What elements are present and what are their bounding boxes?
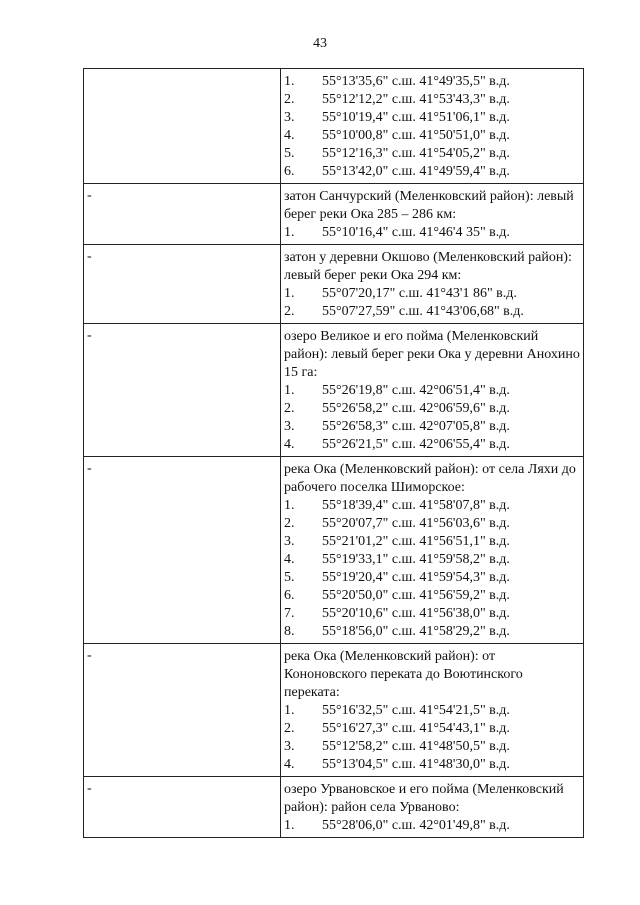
coordinate-item (284, 285, 580, 303)
coordinate-value: 55°20'50,0" с.ш. 41°56'59,2" в.д. (322, 588, 510, 603)
coordinate-value: 55°13'35,6" с.ш. 41°49'35,5" в.д. (322, 74, 510, 89)
row-marker: - (84, 777, 281, 838)
coordinate-value: 55°26'58,2" с.ш. 42°06'59,6" в.д. (322, 401, 510, 416)
row-content (281, 324, 584, 457)
coordinate-value: 55°07'27,59" с.ш. 41°43'06,68" в.д. (322, 304, 524, 319)
coordinate-item (284, 817, 580, 835)
row-marker: - (84, 644, 281, 777)
row-content (281, 777, 584, 838)
coordinate-value: 55°16'32,5" с.ш. 41°54'21,5" в.д. (322, 703, 510, 718)
table-row (84, 324, 584, 457)
row-marker (84, 69, 281, 184)
coordinate-number: 5. (284, 570, 295, 585)
area-description: река Ока (Меленковский район): от села Ляхи до рабочего поселка Шиморское: (284, 462, 576, 495)
coordinate-item (284, 224, 580, 242)
coordinate-item (284, 587, 580, 605)
coordinate-number: 2. (284, 92, 295, 107)
coordinate-value: 55°20'10,6" с.ш. 41°56'38,0" в.д. (322, 606, 510, 621)
coordinate-item (284, 720, 580, 738)
coordinate-value: 55°16'27,3" с.ш. 41°54'43,1" в.д. (322, 721, 510, 736)
coordinate-number: 2. (284, 304, 295, 319)
coordinate-value: 55°10'16,4" с.ш. 41°46'4 35" в.д. (322, 225, 510, 240)
coordinate-number: 1. (284, 703, 295, 718)
row-content (281, 457, 584, 644)
coordinate-value: 55°07'20,17" с.ш. 41°43'1 86" в.д. (322, 286, 517, 301)
coordinate-item (284, 533, 580, 551)
coordinate-item (284, 145, 580, 163)
coordinate-value: 55°19'20,4" с.ш. 41°59'54,3" в.д. (322, 570, 510, 585)
coordinate-item (284, 551, 580, 569)
coordinate-number: 1. (284, 286, 295, 301)
row-marker: - (84, 324, 281, 457)
row-marker: - (84, 245, 281, 324)
coordinate-number: 4. (284, 437, 295, 452)
coordinate-item (284, 623, 580, 641)
coordinate-item (284, 91, 580, 109)
table-row (84, 777, 584, 838)
coordinate-value: 55°12'58,2" с.ш. 41°48'50,5" в.д. (322, 739, 510, 754)
coordinate-value: 55°28'06,0" с.ш. 42°01'49,8" в.д. (322, 818, 510, 833)
area-description: озеро Великое и его пойма (Меленковский район): левый берег реки Ока у деревни Анохино 15 га: (284, 329, 580, 380)
coordinates-table (83, 68, 584, 838)
coordinate-number: 4. (284, 757, 295, 772)
coordinate-number: 1. (284, 498, 295, 513)
coordinate-item (284, 605, 580, 623)
page-number: 43 (313, 36, 327, 51)
coordinate-value: 55°19'33,1" с.ш. 41°59'58,2" в.д. (322, 552, 510, 567)
coordinate-number: 3. (284, 739, 295, 754)
coordinate-number: 1. (284, 225, 295, 240)
coordinate-number: 1. (284, 383, 295, 398)
coordinate-number: 3. (284, 419, 295, 434)
coordinate-item (284, 756, 580, 774)
coordinate-value: 55°20'07,7" с.ш. 41°56'03,6" в.д. (322, 516, 510, 531)
coordinate-item (284, 436, 580, 454)
coordinate-item (284, 515, 580, 533)
coordinate-number: 3. (284, 110, 295, 125)
coordinate-value: 55°12'16,3" с.ш. 41°54'05,2" в.д. (322, 146, 510, 161)
coordinate-item (284, 738, 580, 756)
row-content (281, 184, 584, 245)
coordinate-item (284, 702, 580, 720)
area-description: затон у деревни Окшово (Меленковский район): левый берег реки Ока 294 км: (284, 250, 572, 283)
coordinate-number: 3. (284, 534, 295, 549)
coordinate-item (284, 73, 580, 91)
coordinate-number: 2. (284, 721, 295, 736)
coordinate-value: 55°10'00,8" с.ш. 41°50'51,0" в.д. (322, 128, 510, 143)
coordinate-item (284, 163, 580, 181)
coordinate-number: 6. (284, 164, 295, 179)
row-content (281, 69, 584, 184)
coordinate-number: 2. (284, 401, 295, 416)
coordinate-number: 5. (284, 146, 295, 161)
coordinate-value: 55°26'19,8" с.ш. 42°06'51,4" в.д. (322, 383, 510, 398)
coordinate-item (284, 497, 580, 515)
coordinate-item (284, 382, 580, 400)
table-body (84, 69, 584, 838)
row-content (281, 245, 584, 324)
area-description: затон Санчурский (Меленковский район): левый берег реки Ока 285 – 286 км: (284, 189, 574, 222)
row-marker: - (84, 457, 281, 644)
coordinate-item (284, 303, 580, 321)
coordinate-item (284, 127, 580, 145)
row-marker: - (84, 184, 281, 245)
coordinate-value: 55°13'42,0" с.ш. 41°49'59,4" в.д. (322, 164, 510, 179)
table-row (84, 644, 584, 777)
coordinate-value: 55°26'58,3" с.ш. 42°07'05,8" в.д. (322, 419, 510, 434)
table-row (84, 457, 584, 644)
coordinate-item (284, 418, 580, 436)
coordinate-number: 1. (284, 818, 295, 833)
coordinate-value: 55°10'19,4" с.ш. 41°51'06,1" в.д. (322, 110, 510, 125)
coordinate-value: 55°18'56,0" с.ш. 41°58'29,2" в.д. (322, 624, 510, 639)
coordinate-value: 55°12'12,2" с.ш. 41°53'43,3" в.д. (322, 92, 510, 107)
table-row (84, 245, 584, 324)
coordinate-number: 2. (284, 516, 295, 531)
table-row (84, 184, 584, 245)
coordinate-number: 1. (284, 74, 295, 89)
coordinate-item (284, 109, 580, 127)
table-row (84, 69, 584, 184)
coordinate-value: 55°18'39,4" с.ш. 41°58'07,8" в.д. (322, 498, 510, 513)
coordinate-number: 7. (284, 606, 295, 621)
coordinate-number: 4. (284, 128, 295, 143)
row-content (281, 644, 584, 777)
area-description: река Ока (Меленковский район): от Кононовского переката до Воютинского переката: (284, 649, 523, 700)
coordinate-value: 55°21'01,2" с.ш. 41°56'51,1" в.д. (322, 534, 510, 549)
coordinate-number: 6. (284, 588, 295, 603)
coordinate-number: 8. (284, 624, 295, 639)
coordinate-item (284, 400, 580, 418)
coordinate-item (284, 569, 580, 587)
coordinate-number: 4. (284, 552, 295, 567)
coordinate-value: 55°26'21,5" с.ш. 42°06'55,4" в.д. (322, 437, 510, 452)
coordinate-value: 55°13'04,5" с.ш. 41°48'30,0" в.д. (322, 757, 510, 772)
area-description: озеро Урвановское и его пойма (Меленковский район): район села Урваново: (284, 782, 564, 815)
